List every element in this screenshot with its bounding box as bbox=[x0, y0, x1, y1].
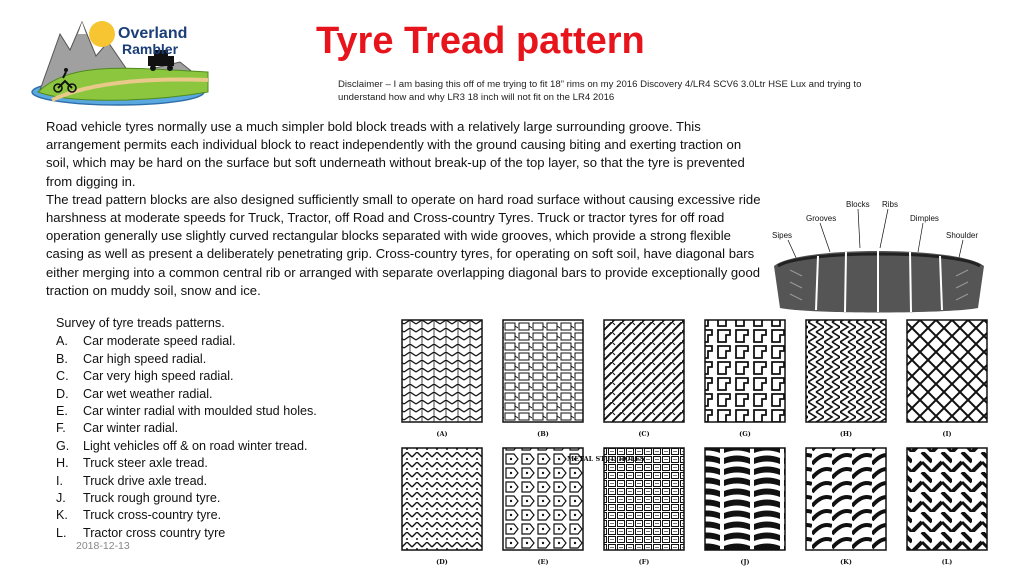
tread-tile bbox=[705, 448, 785, 566]
tread-tile bbox=[604, 448, 684, 566]
survey-item bbox=[56, 386, 376, 403]
disclaimer: Disclaimer – I am basing this off of me trying to fit 18” rims on my 2016 Discovery 4/LR4 SCV6 3.0Ltr HSE Lux and trying to understand how and why LR3 18 inch will not fit on the LR4 2016 bbox=[338, 79, 862, 103]
survey-item-letter: E. bbox=[56, 404, 68, 419]
body-paragraph-2: The tread pattern blocks are also designed sufficiently small to operate on hard road surface without causing excessive ride harshness at moderate speeds for Truck, Tractor, off Road and Cross-country Tyres. Truck or tractor tyres for off road operation generally use slightly curved rectangular blocks separated with wide grooves, which provide a strong flexible casing as well as present a deliberately penetrating grip. Cross-country tyres, for operating on soft soil, have diagonal bars either merging into a common central rib or arranged with separate overlapping diagonal bars to provide exceptionally good traction on muddy soil, snow and ice. bbox=[46, 191, 761, 298]
logo-line2: Rambler bbox=[122, 41, 179, 57]
survey-item bbox=[56, 438, 376, 455]
label-sipes: Sipes bbox=[772, 231, 793, 240]
date-stamp: 2018-12-13 bbox=[76, 540, 130, 552]
tread-tile bbox=[604, 320, 684, 438]
survey-item-letter: C. bbox=[56, 369, 69, 384]
survey-item bbox=[56, 455, 376, 472]
body-paragraph-1: Road vehicle tyres normally use a much simpler bold block treads with a relatively large surrounding groove. This arrangement permits each individual block to react independently with the ground causing biting and exerting traction on soil, which may be hard on the surface but soft underneath without break-up of the top layer, so that the tyre is prevented from digging in. bbox=[46, 119, 745, 189]
survey-item bbox=[56, 333, 376, 350]
tread-pattern-image bbox=[604, 448, 684, 550]
survey-item-letter: B. bbox=[56, 351, 68, 366]
tread-pattern-image bbox=[402, 320, 482, 422]
tread-pattern-image bbox=[907, 320, 987, 422]
tread-tile bbox=[503, 320, 583, 438]
survey-item-letter: J. bbox=[56, 491, 66, 506]
tread-pattern-image bbox=[503, 320, 583, 422]
tread-caption: (B) bbox=[537, 430, 549, 438]
survey-item-letter: K. bbox=[56, 508, 68, 523]
survey-item-text: Truck steer axle tread. bbox=[83, 456, 208, 471]
tread-caption: (I) bbox=[942, 430, 952, 438]
survey-list bbox=[56, 333, 376, 542]
tread-caption: (E) bbox=[537, 558, 549, 566]
survey-item-text: Truck rough ground tyre. bbox=[83, 491, 221, 506]
survey-item-letter: F. bbox=[56, 421, 66, 436]
survey-item-text: Truck drive axle tread. bbox=[83, 473, 208, 488]
survey-item bbox=[56, 473, 376, 490]
survey-item bbox=[56, 403, 376, 420]
survey-item-text: Car high speed radial. bbox=[83, 351, 207, 366]
tread-tile bbox=[402, 320, 482, 438]
overland-rambler-logo bbox=[30, 12, 210, 107]
metal-stud-holes-text: METAL STUD HOLES bbox=[567, 455, 645, 463]
survey-item-letter: D. bbox=[56, 386, 69, 401]
survey-item bbox=[56, 351, 376, 368]
tread-tile bbox=[705, 320, 785, 438]
survey-item bbox=[56, 368, 376, 385]
tread-tile bbox=[503, 448, 583, 566]
body-text bbox=[46, 118, 766, 300]
page-title: Tyre Tread pattern bbox=[316, 20, 645, 62]
survey-item-text: Car winter radial. bbox=[83, 421, 179, 436]
tread-caption: (J) bbox=[740, 558, 750, 566]
tread-caption: (C) bbox=[638, 430, 650, 438]
survey-item-letter: L. bbox=[56, 525, 67, 540]
survey-item-text: Car very high speed radial. bbox=[83, 369, 234, 384]
tread-tile bbox=[806, 320, 886, 438]
survey-item-text: Car moderate speed radial. bbox=[83, 334, 236, 349]
logo-line1: Overland bbox=[118, 25, 188, 42]
metal-stud-holes-note bbox=[567, 455, 645, 463]
survey-item-text: Car wet weather radial. bbox=[83, 386, 213, 401]
survey-item-letter: H. bbox=[56, 456, 69, 471]
tread-pattern-image bbox=[806, 448, 886, 550]
tread-caption: (L) bbox=[941, 558, 953, 566]
survey-item-letter: A. bbox=[56, 334, 68, 349]
tread-pattern-image bbox=[705, 320, 785, 422]
tread-tile bbox=[402, 448, 482, 566]
tread-pattern-image bbox=[402, 448, 482, 550]
label-ribs: Ribs bbox=[882, 200, 899, 209]
survey-item-text: Tractor cross country tyre bbox=[83, 525, 226, 540]
survey-list-section bbox=[56, 315, 376, 542]
survey-item-text: Light vehicles off & on road winter tread. bbox=[83, 438, 308, 453]
tread-caption: (G) bbox=[739, 430, 751, 438]
survey-item-text: Car winter radial with moulded stud holes. bbox=[83, 404, 317, 419]
tread-caption: (F) bbox=[638, 558, 650, 566]
tread-caption: (H) bbox=[839, 430, 853, 438]
tread-pattern-image bbox=[806, 320, 886, 422]
label-dimples: Dimples bbox=[910, 214, 939, 223]
label-shoulder: Shoulder bbox=[946, 231, 979, 240]
tread-caption: (A) bbox=[436, 430, 448, 438]
tread-pattern-image bbox=[503, 448, 583, 550]
tread-pattern-image bbox=[705, 448, 785, 550]
tread-caption: (D) bbox=[436, 558, 448, 566]
survey-heading: Survey of tyre treads patterns. bbox=[56, 316, 225, 330]
tread-tile bbox=[806, 448, 886, 566]
label-grooves: Grooves bbox=[806, 214, 837, 223]
survey-item bbox=[56, 507, 376, 524]
tread-pattern-image bbox=[604, 320, 684, 422]
tread-tile bbox=[907, 448, 987, 566]
tread-pattern-image bbox=[907, 448, 987, 550]
survey-item-letter: I. bbox=[56, 473, 63, 488]
survey-item bbox=[56, 420, 376, 437]
tread-caption: (K) bbox=[840, 558, 852, 566]
tread-tile bbox=[907, 320, 987, 438]
survey-item-letter: G. bbox=[56, 438, 70, 453]
label-blocks: Blocks bbox=[846, 200, 870, 209]
tread-patterns-grid bbox=[392, 312, 1004, 574]
tyre-anatomy-diagram bbox=[768, 196, 990, 314]
survey-item bbox=[56, 490, 376, 507]
survey-item-text: Truck cross-country tyre. bbox=[83, 508, 222, 523]
